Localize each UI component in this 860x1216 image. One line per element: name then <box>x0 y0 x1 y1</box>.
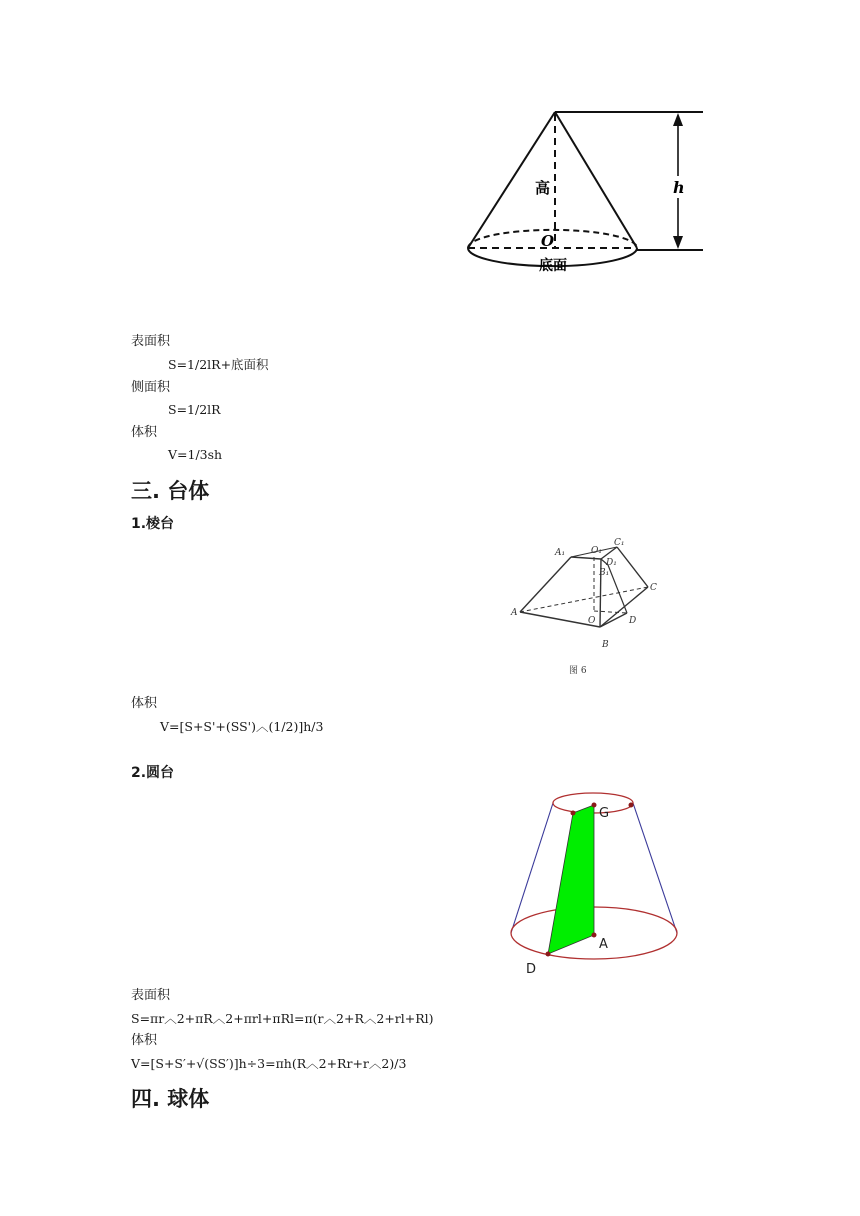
svg-text:D: D <box>629 616 637 626</box>
svg-text:O₁: O₁ <box>591 546 602 556</box>
section-3-title: 三. 台体 <box>131 479 210 503</box>
frustum-cone-area-formula: S=πr︿2+πR︿2+πrl+πRl=π(r︿2+R︿2+rl+Rl) <box>131 1011 434 1026</box>
cone-figure <box>455 100 710 280</box>
h-arrow-top <box>673 113 683 126</box>
svg-text:D: D <box>526 962 537 977</box>
section-4-title: 四. 球体 <box>131 1087 210 1111</box>
frustum-cone-volume-label: 体积 <box>131 1033 158 1048</box>
svg-text:D₁: D₁ <box>606 558 617 568</box>
svg-text:C₁: C₁ <box>614 538 625 548</box>
cone-volume-formula: V=1/3sh <box>168 447 223 462</box>
height-label: 高 <box>535 179 551 197</box>
svg-text:A₁: A₁ <box>555 548 566 558</box>
svg-text:C: C <box>650 583 657 593</box>
figure-6-caption: 图 6 <box>569 666 587 676</box>
h-arrow-bottom <box>673 236 683 249</box>
cone-surface-formula: S=1/2lR+底面积 <box>168 357 269 372</box>
frustum-cone-volume-formula: V=[S+S′+√(SS′)]h÷3=πh(R︿2+Rr+r︿2)/3 <box>131 1056 407 1071</box>
frustum-cone-title: 2.圆台 <box>131 765 175 781</box>
frustum-pyramid-volume-formula: V=[S+S'+(SS')︿(1/2)]h/3 <box>160 719 324 734</box>
svg-text:B: B <box>602 640 609 650</box>
svg-text:G: G <box>599 806 610 821</box>
cone-volume-label: 体积 <box>131 425 158 440</box>
center-label: O <box>541 232 555 250</box>
cone-lateral-formula: S=1/2lR <box>168 402 221 417</box>
cone-surface-label: 表面积 <box>131 334 171 349</box>
frustum-cone-area-label: 表面积 <box>131 988 171 1003</box>
svg-text:B₁: B₁ <box>599 568 610 578</box>
axial-section <box>548 805 594 954</box>
frustum-pyramid-title: 1.棱台 <box>131 516 175 532</box>
base-label: 底面 <box>539 258 567 274</box>
cone-lateral-label: 侧面积 <box>131 380 171 395</box>
frustum-cone-figure <box>505 788 695 983</box>
cone-right-slant <box>555 112 637 248</box>
svg-text:A: A <box>511 608 518 618</box>
frustum-pyramid-figure <box>505 535 665 680</box>
svg-text:A: A <box>599 937 608 952</box>
h-label: h <box>673 178 685 197</box>
svg-text:O: O <box>588 616 596 626</box>
frustum-pyramid-volume-label: 体积 <box>131 696 158 711</box>
